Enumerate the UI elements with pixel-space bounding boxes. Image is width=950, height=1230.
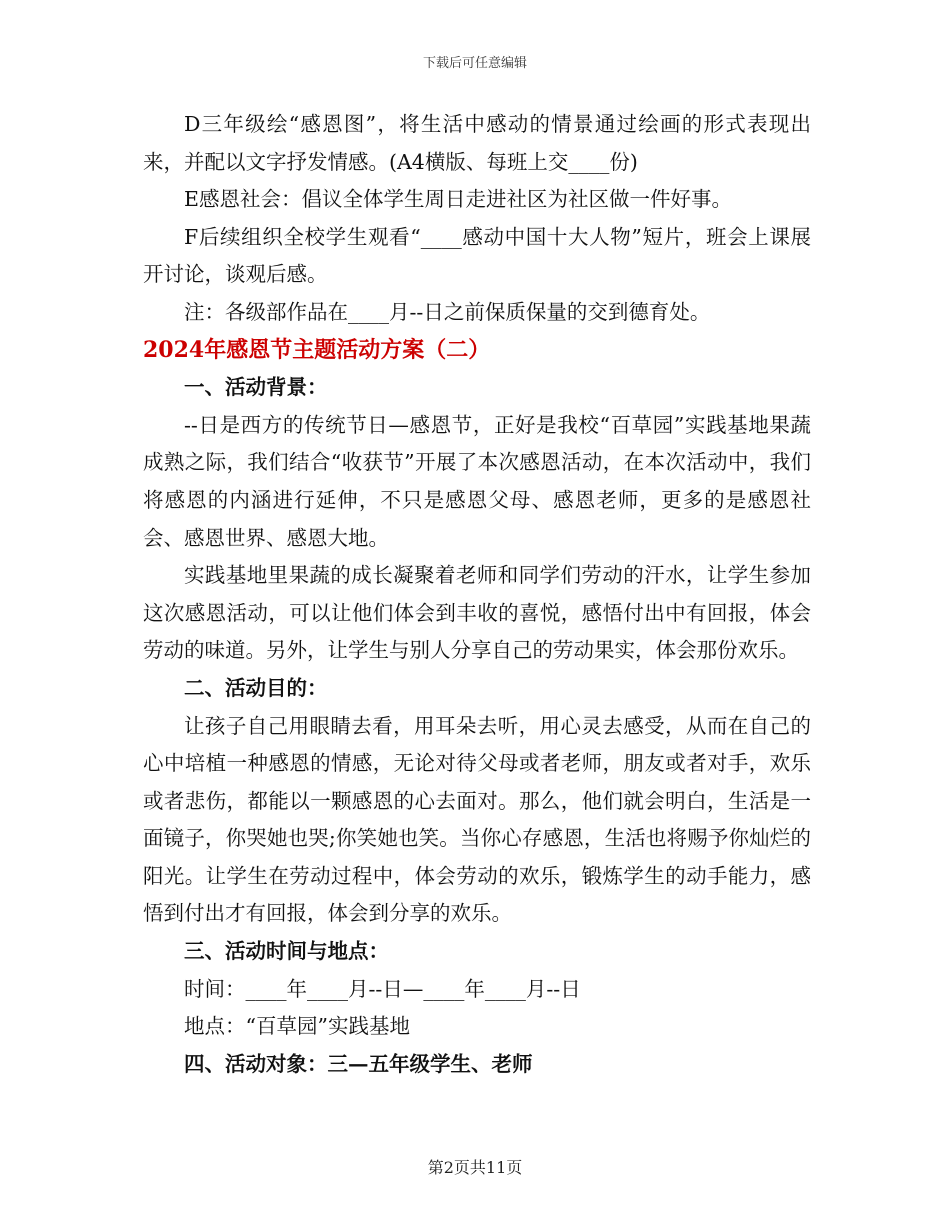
section-heading-audience: 四、活动对象：三—五年级学生、老师 xyxy=(184,1051,533,1076)
place-line: 地点：“百草园”实践基地 xyxy=(184,1014,410,1039)
section-heading-time-place: 三、活动时间与地点： xyxy=(184,939,389,964)
section-heading-background: 一、活动背景： xyxy=(184,375,328,400)
paragraph-purpose: 让孩子自己用眼睛去看，用耳朵去听，用心灵去感受，从而在自己的心中培植一种感恩的情感，无论对待父母或者老师，朋友或者对手，欢乐或者悲伤，都能以一颗感恩的心去面对。那么，他们就会明白，生活是一面镜子，你哭她也哭;你笑她也笑。当你心存感恩，生活也将赐予你灿烂的阳光。让学生在劳动过程中，体会劳动的欢乐，锻炼学生的动手能力，感悟到付出才有回报，体会到分享的欢乐。 xyxy=(143,713,811,926)
time-line: 时间：____年____月--日—____年____月--日 xyxy=(184,976,581,1001)
page-header-note: 下载后可任意编辑 xyxy=(422,56,527,71)
paragraph-background-2: 实践基地里果蔬的成长凝聚着老师和同学们劳动的汗水，让学生参加这次感恩活动，可以让他们体会到丰收的喜悦，感悟付出中有回报，体会劳动的味道。另外，让学生与别人分享自己的劳动果实，体会那份欢乐。 xyxy=(143,563,811,663)
page-footer-number: 第2页共11页 xyxy=(427,1158,523,1177)
paragraph-item-d: D三年级绘“感恩图”，将生活中感动的情景通过绘画的形式表现出来，并配以文字抒发情感。(A4横版、每班上交____份) xyxy=(143,112,811,174)
paragraph-note: 注：各级部作品在____月--日之前保质保量的交到德育处。 xyxy=(184,299,711,324)
paragraph-item-f: F后续组织全校学生观看“____感动中国十大人物”短片，班会上课展开讨论，谈观后感。 xyxy=(143,224,811,287)
paragraph-item-e: E感恩社会：倡议全体学生周日走进社区为社区做一件好事。 xyxy=(184,187,732,212)
paragraph-background-1: --日是西方的传统节日—感恩节，正好是我校“百草园”实践基地果蔬成熟之际，我们结合“收获节”开展了本次感恩活动，在本次活动中，我们将感恩的内涵进行延伸，不只是感恩父母、感恩老师，更多的是感恩社会、感恩世界、感恩大地。 xyxy=(143,412,811,550)
section-heading-purpose: 二、活动目的： xyxy=(184,675,328,700)
document-body xyxy=(143,106,811,1083)
document-title: 2024年感恩节主题活动方案（二） xyxy=(143,336,491,363)
